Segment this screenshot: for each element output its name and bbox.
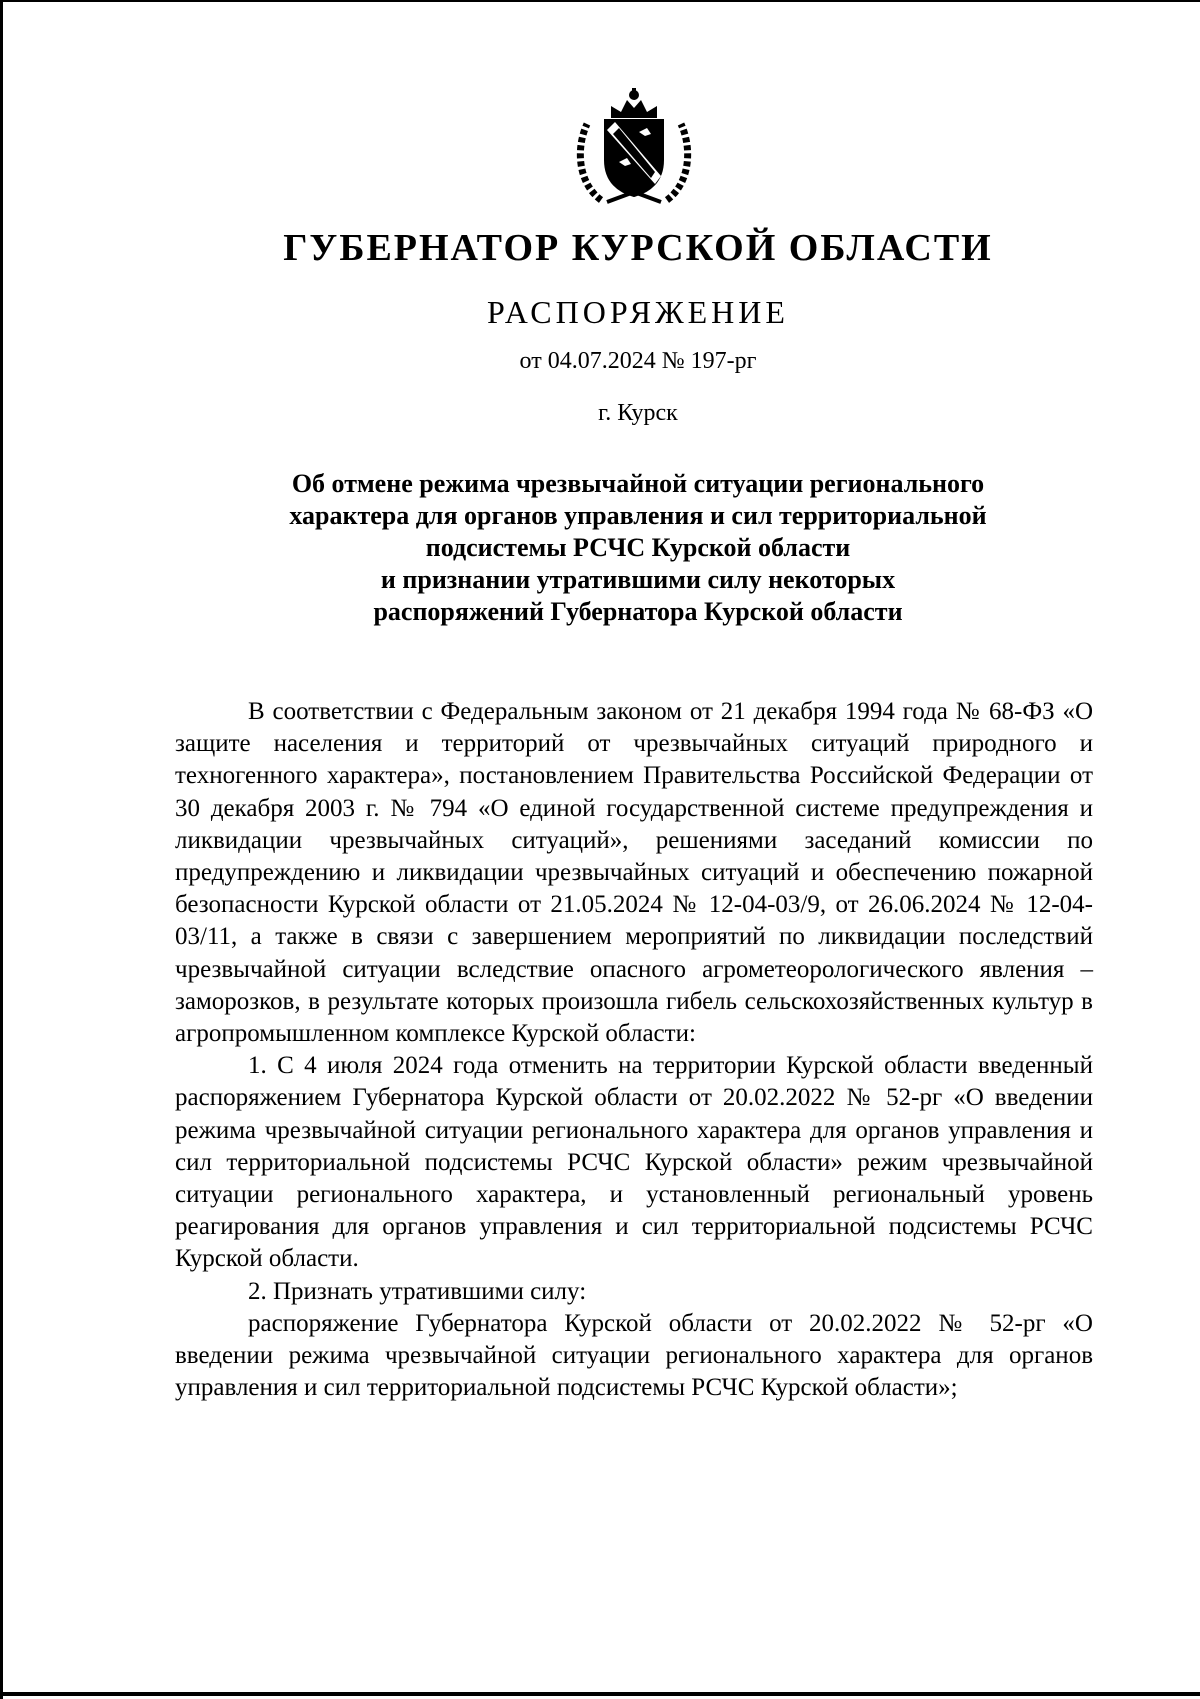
document-place: г. Курск — [598, 400, 678, 426]
subject-line: Об отмене режима чрезвычайной ситуации регионального — [291, 469, 985, 498]
subject-line: характера для органов управления и сил территориальной — [289, 501, 987, 530]
body-paragraph-item-2: 2. Признать утратившими силу: — [248, 1277, 587, 1305]
body-paragraph-item-1: 1. С 4 июля 2024 года отменить на территории Курской области введенный распоряжением Губернатора Курской области от 20.02.2022 № 52-рг «О введении режима чрезвычайной ситуации регионального характера для органов управления и сил территориальной подсистемы РСЧС Курской области» режим чрезвычайной ситуации регионального характера, и установленный региональный уровень реагирования для органов управления и сил территориальной подсистемы РСЧС Курской области. — [175, 1052, 1093, 1273]
document-date-number: от 04.07.2024 № 197-рг — [519, 348, 757, 374]
document-subject — [203, 468, 1073, 628]
kursk-coat-of-arms-icon — [571, 88, 697, 208]
body-paragraph-item-2-sub: распоряжение Губернатора Курской области от 20.02.2022 № 52-рг «О введении режима чрезвычайной ситуации регионального характера для органов управления и сил территориальной подсистемы РСЧС Курской области»; — [175, 1309, 1093, 1402]
subject-line: распоряжений Губернатора Курской области — [373, 597, 903, 626]
subject-line: и признании утратившими силу некоторых — [380, 565, 896, 594]
body-paragraph-preamble: В соответствии с Федеральным законом от 21 декабря 1994 года № 68-ФЗ «О защите населения и территорий от чрезвычайных ситуаций природного и техногенного характера», постановлением Правительства Российской Федерации от 30 декабря 2003 г. № 794 «О единой государственной системе предупреждения и ликвидации чрезвычайных ситуаций», решениями заседаний комиссии по предупреждению и ликвидации чрезвычайных ситуаций и обеспечению пожарной безопасности Курской области от 21.05.2024 № 12-04-03/9, от 26.06.2024 № 12-04-03/11, а также в связи с завершением мероприятий по ликвидации последствий чрезвычайной ситуации вследствие опасного агрометеорологического явления – заморозков, в результате которых произошла гибель сельскохозяйственных культур в агропромышленном комплексе Курской области: — [175, 698, 1093, 1048]
scan-edge-bottom — [3, 1692, 1200, 1696]
scan-edge-top — [3, 0, 1200, 2]
document-body — [175, 696, 1093, 1404]
subject-line: подсистемы РСЧС Курской области — [425, 533, 851, 562]
document-type: РАСПОРЯЖЕНИЕ — [487, 294, 789, 330]
issuer-title: ГУБЕРНАТОР КУРСКОЙ ОБЛАСТИ — [283, 227, 993, 269]
